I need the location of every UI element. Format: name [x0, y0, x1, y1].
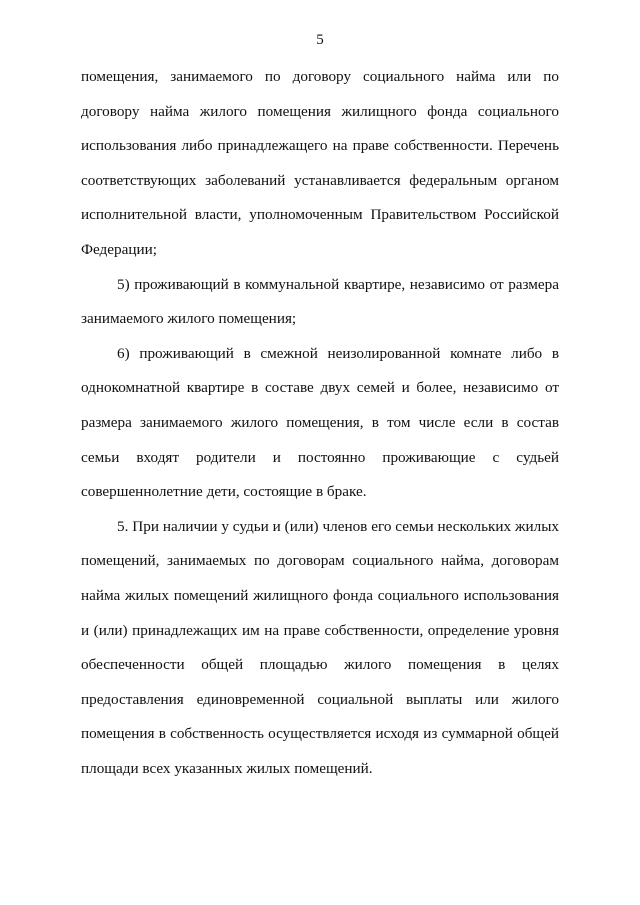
paragraph-item-6: 6) проживающий в смежной неизолированной комнате либо в однокомнатной квартире в составе двух семей и более, независимо от размера занимаемого жилого помещения, в том числе если в состав семьи входят родители и постоянно проживающие с судьей совершеннолетние дети, состоящие в браке.	[81, 344, 559, 501]
paragraph-section-5: 5. При наличии у судьи и (или) членов его семьи нескольких жилых помещений, занимаемых по договорам социального найма, договорам найма жилых помещений жилищного фонда социального использования и (или) принадлежащих им на праве собственности, определение уровня обеспеченности общей площадью жилого помещения в целях предоставления единовременной социальной выплаты или жилого помещения в собственность осуществляется исходя из суммарной общей площади всех указанных жилых помещений.	[81, 517, 559, 777]
page-number: 5	[316, 32, 324, 48]
paragraph-continuation: помещения, занимаемого по договору социального найма или по договору найма жилого помещения жилищного фонда социального использования либо принадлежащего на праве собственности. Перечень соответствующих заболеваний устанавливается федеральным органом исполнительной власти, уполномоченным Правительством Российской Федерации;	[81, 68, 559, 258]
document-body	[81, 60, 559, 786]
paragraph-item-5: 5) проживающий в коммунальной квартире, независимо от размера занимаемого жилого помещения;	[81, 275, 559, 328]
